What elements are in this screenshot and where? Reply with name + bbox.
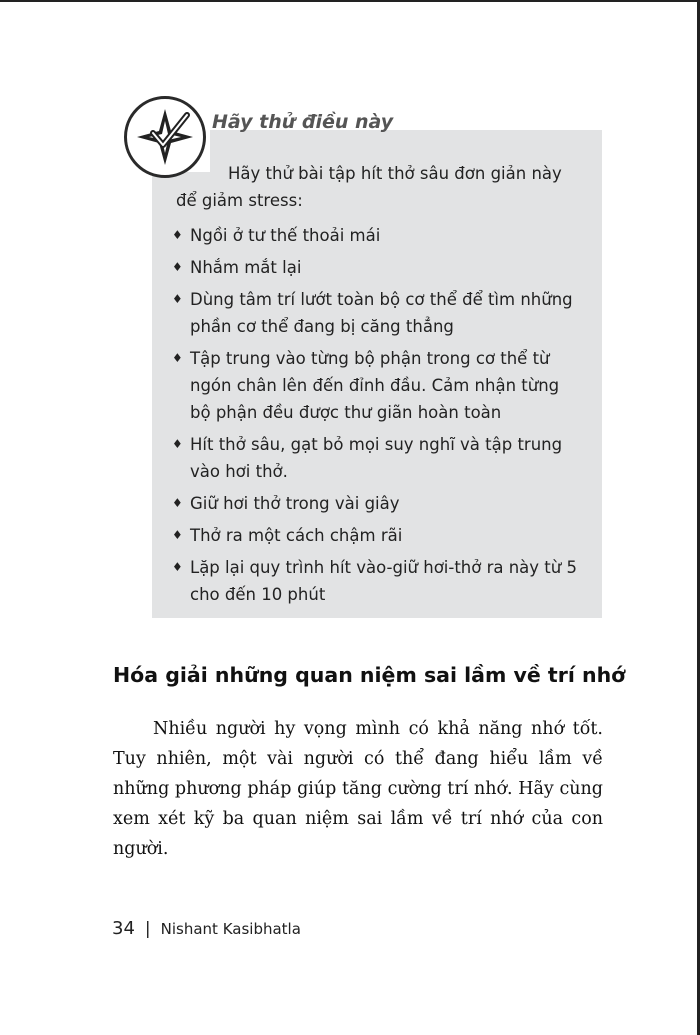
page-footer [112,918,301,939]
bullet-icon: ♦ [172,437,183,451]
page-number: 34 [112,918,135,939]
list-item: ♦ Thở ra một cách chậm rãi [172,522,584,549]
list-item: ♦ Ngồi ở tư thế thoải mái [172,222,584,249]
page-top-edge [0,0,700,2]
list-item: ♦ Hít thở sâu, gạt bỏ mọi suy nghĩ và tập trung vào hơi thở. [172,431,584,485]
bullet-icon: ♦ [172,260,183,274]
list-item: ♦ Tập trung vào từng bộ phận trong cơ thể từ ngón chân lên đến đỉnh đầu. Cảm nhận từng bộ phận đều được thư giãn hoàn toàn [172,345,584,426]
tip-list [172,222,584,613]
tip-intro: Hãy thử bài tập hít thở sâu đơn giản này để giảm stress: [176,164,562,210]
section-heading: Hóa giải những quan niệm sai lầm về trí nhớ [113,663,626,687]
body-paragraph: Nhiều người hy vọng mình có khả năng nhớ tốt. Tuy nhiên, một vài người có thể đang hiểu lầm về những phương pháp giúp tăng cường trí nhớ. Hãy cùng xem xét kỹ ba quan niệm sai lầm về trí nhớ của con người. [113,719,603,859]
list-item: ♦ Lặp lại quy trình hít vào-giữ hơi-thở ra này từ 5 cho đến 10 phút [172,554,584,608]
list-item: ♦ Giữ hơi thở trong vài giây [172,490,584,517]
bullet-icon: ♦ [172,528,183,542]
bullet-icon: ♦ [172,292,183,306]
footer-separator: | [144,919,151,939]
bullet-icon: ♦ [172,228,183,242]
tip-title: Hãy thử điều này [212,111,394,133]
bullet-icon: ♦ [172,351,183,365]
list-item: ♦ Dùng tâm trí lướt toàn bộ cơ thể để tìm những phần cơ thể đang bị căng thẳng [172,286,584,340]
bullet-icon: ♦ [172,560,183,574]
author-name: Nishant Kasibhatla [160,920,301,938]
bullet-icon: ♦ [172,496,183,510]
list-item: ♦ Nhắm mắt lại [172,254,584,281]
